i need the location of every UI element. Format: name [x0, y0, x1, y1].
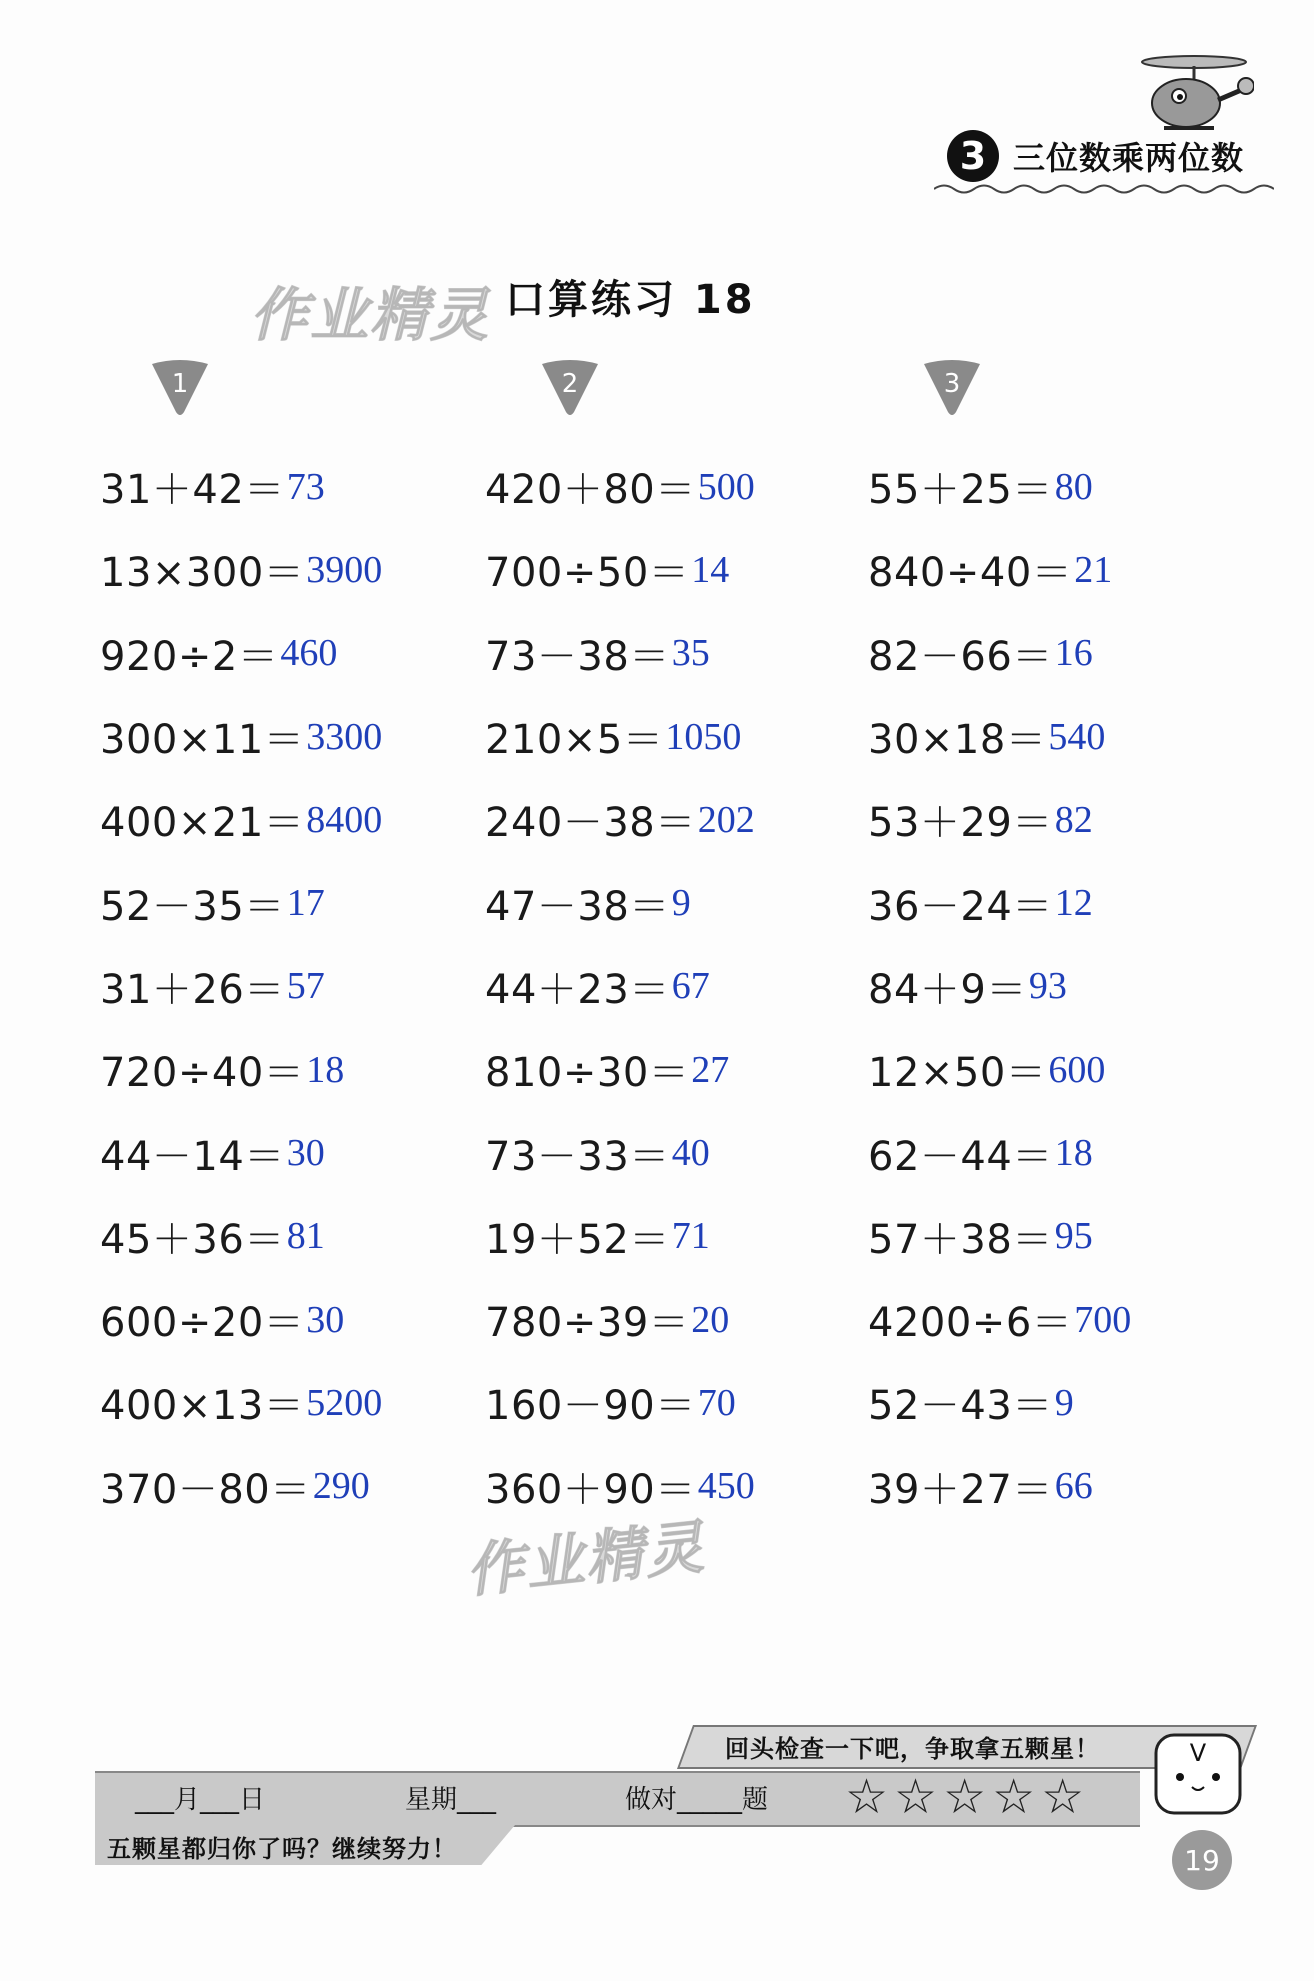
problem-answer: 30 — [286, 1132, 325, 1175]
problem-answer: 20 — [691, 1298, 730, 1341]
problem-row — [100, 861, 480, 944]
problem-answer: 14 — [691, 548, 730, 591]
watermark: 作业精灵 — [250, 281, 491, 349]
problem-answer: 17 — [286, 882, 325, 925]
problem-answer: 40 — [671, 1132, 710, 1175]
problem-answer: 73 — [286, 465, 325, 508]
problem-row — [868, 1361, 1248, 1444]
star-icon[interactable]: ☆ — [943, 1769, 987, 1825]
problem-expression: 810÷30＝ — [485, 1050, 690, 1097]
problem-row — [485, 445, 865, 528]
problem-expression: 39＋27＝ — [868, 1466, 1053, 1513]
problem-expression: 19＋52＝ — [485, 1216, 670, 1263]
problem-answer: 9 — [1054, 1381, 1074, 1424]
problem-row — [485, 1111, 865, 1194]
problem-row — [100, 1028, 480, 1111]
problem-expression: 36－24＝ — [868, 883, 1053, 930]
problem-row — [100, 612, 480, 695]
problem-expression: 84＋9＝ — [868, 966, 1027, 1013]
problem-answer: 5200 — [306, 1381, 383, 1424]
problem-answer: 35 — [671, 632, 710, 675]
problem-expression: 73－33＝ — [485, 1133, 670, 1180]
problem-row — [100, 1361, 480, 1444]
problem-row — [868, 445, 1248, 528]
problem-answer: 1050 — [665, 715, 742, 758]
problem-expression: 780÷39＝ — [485, 1300, 690, 1347]
problem-expression: 53＋29＝ — [868, 800, 1053, 847]
problem-row — [100, 695, 480, 778]
problem-row — [868, 1028, 1248, 1111]
column-badge-label: 1 — [171, 369, 189, 399]
chapter-number: 3 — [947, 130, 999, 182]
mascot-mark: V — [1189, 1739, 1207, 1767]
watermark: 作业精灵 — [462, 1512, 709, 1606]
problem-row — [868, 612, 1248, 695]
problem-answer: 21 — [1074, 548, 1113, 591]
problem-row — [868, 861, 1248, 944]
problem-answer: 700 — [1074, 1298, 1132, 1341]
problem-answer: 202 — [697, 798, 755, 841]
problem-row — [485, 1361, 865, 1444]
problem-expression: 44＋23＝ — [485, 966, 670, 1013]
problem-answer: 500 — [697, 465, 755, 508]
problem-row — [485, 1278, 865, 1361]
problem-row — [100, 1278, 480, 1361]
problem-answer: 12 — [1054, 882, 1093, 925]
problem-expression: 52－35＝ — [100, 883, 285, 930]
problem-row — [868, 695, 1248, 778]
problem-answer: 57 — [286, 965, 325, 1008]
helicopter-icon — [1124, 48, 1254, 138]
problem-expression: 30×18＝ — [868, 717, 1047, 764]
problem-row — [100, 945, 480, 1028]
problem-expression: 57＋38＝ — [868, 1216, 1053, 1263]
problem-answer: 3900 — [306, 548, 383, 591]
chapter-heading — [947, 130, 1244, 182]
problem-answer: 95 — [1054, 1215, 1093, 1258]
problem-answer: 18 — [1054, 1132, 1093, 1175]
problem-expression: 720÷40＝ — [100, 1050, 305, 1097]
problem-answer: 18 — [306, 1048, 345, 1091]
problem-expression: 62－44＝ — [868, 1133, 1053, 1180]
problem-row — [100, 1445, 480, 1528]
problem-answer: 70 — [697, 1381, 736, 1424]
problem-expression: 240－38＝ — [485, 800, 696, 847]
problem-row — [485, 528, 865, 611]
star-icon[interactable]: ☆ — [894, 1769, 938, 1825]
problem-answer: 8400 — [306, 798, 383, 841]
problem-expression: 13×300＝ — [100, 550, 305, 597]
problem-column-1 — [100, 445, 480, 1528]
problem-expression: 31＋26＝ — [100, 966, 285, 1013]
problem-answer: 3300 — [306, 715, 383, 758]
problem-answer: 27 — [691, 1048, 730, 1091]
problem-expression: 840÷40＝ — [868, 550, 1073, 597]
column-badge-label: 2 — [561, 369, 579, 399]
problem-expression: 370－80＝ — [100, 1466, 311, 1513]
mascot-icon — [1148, 1725, 1248, 1820]
star-rating[interactable] — [845, 1771, 1084, 1823]
problem-row — [100, 778, 480, 861]
problem-answer: 80 — [1054, 465, 1093, 508]
problem-row — [100, 1111, 480, 1194]
problem-answer: 450 — [697, 1465, 755, 1508]
problem-answer: 30 — [306, 1298, 345, 1341]
correct-count-field[interactable]: 做对_____题 — [625, 1785, 769, 1815]
column-badge-3 — [920, 358, 984, 416]
problem-row — [485, 1028, 865, 1111]
problem-answer: 81 — [286, 1215, 325, 1258]
problem-row — [485, 695, 865, 778]
problem-answer: 460 — [280, 632, 338, 675]
problem-answer: 16 — [1054, 632, 1093, 675]
problem-answer: 93 — [1028, 965, 1067, 1008]
problem-answer: 82 — [1054, 798, 1093, 841]
problem-row — [485, 1195, 865, 1278]
problem-row — [868, 778, 1248, 861]
problem-expression: 400×13＝ — [100, 1383, 305, 1430]
problem-row — [868, 1278, 1248, 1361]
footer-bottom-text: 五颗星都归你了吗？继续努力！ — [107, 1835, 457, 1863]
problem-row — [868, 1445, 1248, 1528]
date-field[interactable]: ___月___日 — [135, 1785, 266, 1815]
problem-row — [485, 945, 865, 1028]
page-number: 19 — [1172, 1830, 1232, 1890]
wave-divider — [934, 182, 1274, 196]
problem-column-3 — [868, 445, 1248, 1528]
problem-row — [868, 1111, 1248, 1194]
problem-expression: 920÷2＝ — [100, 633, 279, 680]
problem-expression: 55＋25＝ — [868, 467, 1053, 514]
problem-answer: 66 — [1054, 1465, 1093, 1508]
star-icon[interactable]: ☆ — [1041, 1769, 1085, 1825]
problem-row — [485, 778, 865, 861]
problem-expression: 45＋36＝ — [100, 1216, 285, 1263]
column-badge-1 — [148, 358, 212, 416]
problem-row — [868, 945, 1248, 1028]
problem-expression: 600÷20＝ — [100, 1300, 305, 1347]
problem-row — [868, 528, 1248, 611]
column-badge-label: 3 — [943, 369, 961, 399]
problem-row — [485, 861, 865, 944]
problem-expression: 360＋90＝ — [485, 1466, 696, 1513]
problem-answer: 540 — [1048, 715, 1106, 758]
problem-answer: 290 — [312, 1465, 370, 1508]
problem-answer: 9 — [671, 882, 691, 925]
star-icon[interactable]: ☆ — [845, 1769, 889, 1825]
chapter-title: 三位数乘两位数 — [1012, 139, 1244, 177]
page-title: 口算练习 18 — [505, 277, 756, 323]
column-badge-2 — [538, 358, 602, 416]
problem-expression: 82－66＝ — [868, 633, 1053, 680]
problem-column-2 — [485, 445, 865, 1528]
problem-expression: 160－90＝ — [485, 1383, 696, 1430]
weekday-field[interactable]: 星期___ — [405, 1785, 497, 1815]
footer-tag-text: 回头检查一下吧，争取拿五颗星！ — [725, 1735, 1100, 1763]
problem-row — [485, 612, 865, 695]
problem-expression: 52－43＝ — [868, 1383, 1053, 1430]
problem-expression: 700÷50＝ — [485, 550, 690, 597]
problem-expression: 4200÷6＝ — [868, 1300, 1073, 1347]
footer — [95, 1725, 1275, 1875]
problem-expression: 400×21＝ — [100, 800, 305, 847]
problem-expression: 44－14＝ — [100, 1133, 285, 1180]
problem-expression: 12×50＝ — [868, 1050, 1047, 1097]
problem-expression: 73－38＝ — [485, 633, 670, 680]
problem-expression: 210×5＝ — [485, 717, 664, 764]
problem-expression: 420＋80＝ — [485, 467, 696, 514]
problem-expression: 47－38＝ — [485, 883, 670, 930]
problem-answer: 67 — [671, 965, 710, 1008]
problem-row — [868, 1195, 1248, 1278]
problem-expression: 300×11＝ — [100, 717, 305, 764]
star-icon[interactable]: ☆ — [992, 1769, 1036, 1825]
problem-answer: 600 — [1048, 1048, 1106, 1091]
problem-answer: 71 — [671, 1215, 710, 1258]
problem-row — [100, 1195, 480, 1278]
problem-expression: 31＋42＝ — [100, 467, 285, 514]
problem-row — [100, 445, 480, 528]
problem-row — [100, 528, 480, 611]
